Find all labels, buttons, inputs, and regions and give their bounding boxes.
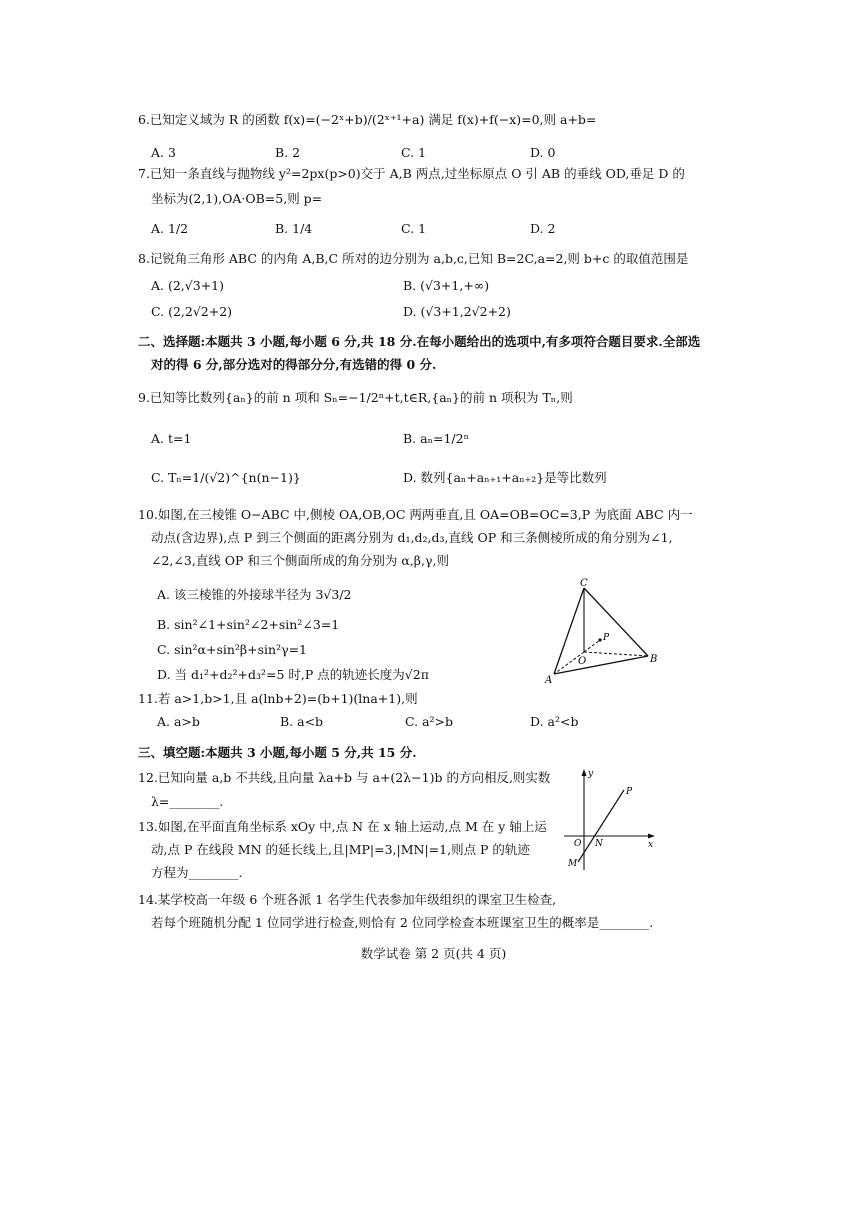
q10-tetrahedron-figure	[540, 574, 670, 686]
q12-line1: 12.已知向量 a,b 不共线,且向量 λa+b 与 a+(2λ−1)b 的方向相反,则实数	[138, 770, 551, 785]
q11-option-d: D. a²<b	[530, 714, 579, 729]
q14-line1: 14.某学校高一年级 6 个班各派 1 名学生代表参加年级组织的课室卫生检查,	[138, 892, 557, 907]
q13-label-m: M	[568, 859, 578, 869]
q7-option-b: B. 1/4	[275, 221, 313, 236]
q13-line2: 动,点 P 在线段 MN 的延长线上,且|MP|=3,|MN|=1,则点 P 的轨迹	[151, 842, 530, 857]
q10-option-a: A. 该三棱锥的外接球半径为 3√3/2	[157, 587, 352, 602]
q7-stem-line1: 7.已知一条直线与抛物线 y²=2px(p>0)交于 A,B 两点,过坐标原点 O 引 AB 的垂线 OD,垂足 D 的	[138, 166, 685, 181]
q6-option-a: A. 3	[151, 145, 176, 160]
q13-line3: 方程为________.	[151, 865, 243, 880]
q10-label-o: O	[578, 656, 587, 667]
q6-option-c: C. 1	[401, 145, 427, 160]
q6-stem: 6.已知定义域为 R 的函数 f(x)=(−2ˣ+b)/(2ˣ⁺¹+a) 满足 f(x)+f(−x)=0,则 a+b=	[138, 112, 597, 127]
q11-option-c: C. a²>b	[405, 714, 454, 729]
q7-option-d: D. 2	[530, 221, 556, 236]
section2-heading-line1: 二、选择题:本题共 3 小题,每小题 6 分,共 18 分.在每小题给出的选项中,有多项符合题目要求.全部选	[138, 334, 701, 349]
page-footer: 数学试卷 第 2 页(共 4 页)	[360, 946, 507, 961]
q11-option-a: A. a>b	[157, 714, 200, 729]
q13-line1: 13.如图,在平面直角坐标系 xOy 中,点 N 在 x 轴上运动,点 M 在 y 轴上运	[138, 819, 547, 834]
q8-option-d: D. (√3+1,2√2+2)	[403, 304, 511, 319]
q10-label-b: B	[650, 654, 658, 665]
q10-option-c: C. sin²α+sin²β+sin²γ=1	[157, 642, 307, 657]
section2-heading-line2: 对的得 6 分,部分选对的得部分分,有选错的得 0 分.	[151, 357, 437, 372]
q9-option-a: A. t=1	[151, 431, 192, 446]
q7-option-c: C. 1	[401, 221, 427, 236]
q10-label-c: C	[580, 578, 588, 589]
q10-label-p: P	[603, 633, 610, 643]
q11-stem: 11.若 a>1,b>1,且 a(lnb+2)=(b+1)(lna+1),则	[138, 691, 418, 706]
q13-label-p: P	[626, 787, 633, 797]
q8-option-a: A. (2,√3+1)	[151, 278, 224, 293]
q8-option-b: B. (√3+1,+∞)	[403, 278, 490, 293]
q9-stem: 9.已知等比数列{aₙ}的前 n 项和 Sₙ=−1/2ⁿ+t,t∈R,{aₙ}的前 n 项积为 Tₙ,则	[138, 390, 573, 405]
q14-line2: 若每个班随机分配 1 位同学进行检查,则恰有 2 位同学检查本班课室卫生的概率是________.	[151, 915, 654, 930]
q7-option-a: A. 1/2	[151, 221, 189, 236]
q13-coordinate-figure	[562, 766, 658, 878]
q13-label-o: O	[574, 839, 582, 849]
q10-option-d: D. 当 d₁²+d₂²+d₃²=5 时,P 点的轨迹长度为√2π	[157, 667, 429, 682]
q6-option-b: B. 2	[275, 145, 301, 160]
q10-stem-line3: ∠2,∠3,直线 OP 和三个侧面所成的角分别为 α,β,γ,则	[151, 553, 449, 568]
q8-option-c: C. (2,2√2+2)	[151, 304, 233, 319]
q13-label-x: x	[648, 840, 654, 850]
q8-stem: 8.记锐角三角形 ABC 的内角 A,B,C 所对的边分别为 a,b,c,已知 B=2C,a=2,则 b+c 的取值范围是	[138, 251, 689, 266]
section3-heading: 三、填空题:本题共 3 小题,每小题 5 分,共 15 分.	[138, 745, 417, 760]
q7-stem-line2: 坐标为(2,1),OA·OB=5,则 p=	[151, 191, 323, 206]
q6-option-d: D. 0	[530, 145, 556, 160]
q9-option-c: C. Tₙ=1/(√2)^{n(n−1)}	[151, 470, 301, 485]
q9-option-b: B. aₙ=1/2ⁿ	[403, 431, 469, 446]
q11-option-b: B. a<b	[280, 714, 324, 729]
q13-label-n: N	[595, 839, 603, 849]
q10-stem-line1: 10.如图,在三棱锥 O−ABC 中,侧棱 OA,OB,OC 两两垂直,且 OA=OB=OC=3,P 为底面 ABC 内一	[138, 507, 693, 522]
q9-option-d: D. 数列{aₙ+aₙ₊₁+aₙ₊₂}是等比数列	[403, 470, 607, 485]
q13-label-y: y	[588, 769, 594, 779]
q12-line2: λ=________.	[151, 794, 224, 809]
q10-stem-line2: 动点(含边界),点 P 到三个侧面的距离分别为 d₁,d₂,d₃,直线 OP 和三条侧棱所成的角分别为∠1,	[151, 530, 673, 545]
q10-option-b: B. sin²∠1+sin²∠2+sin²∠3=1	[157, 617, 340, 632]
q10-label-a: A	[545, 675, 553, 686]
